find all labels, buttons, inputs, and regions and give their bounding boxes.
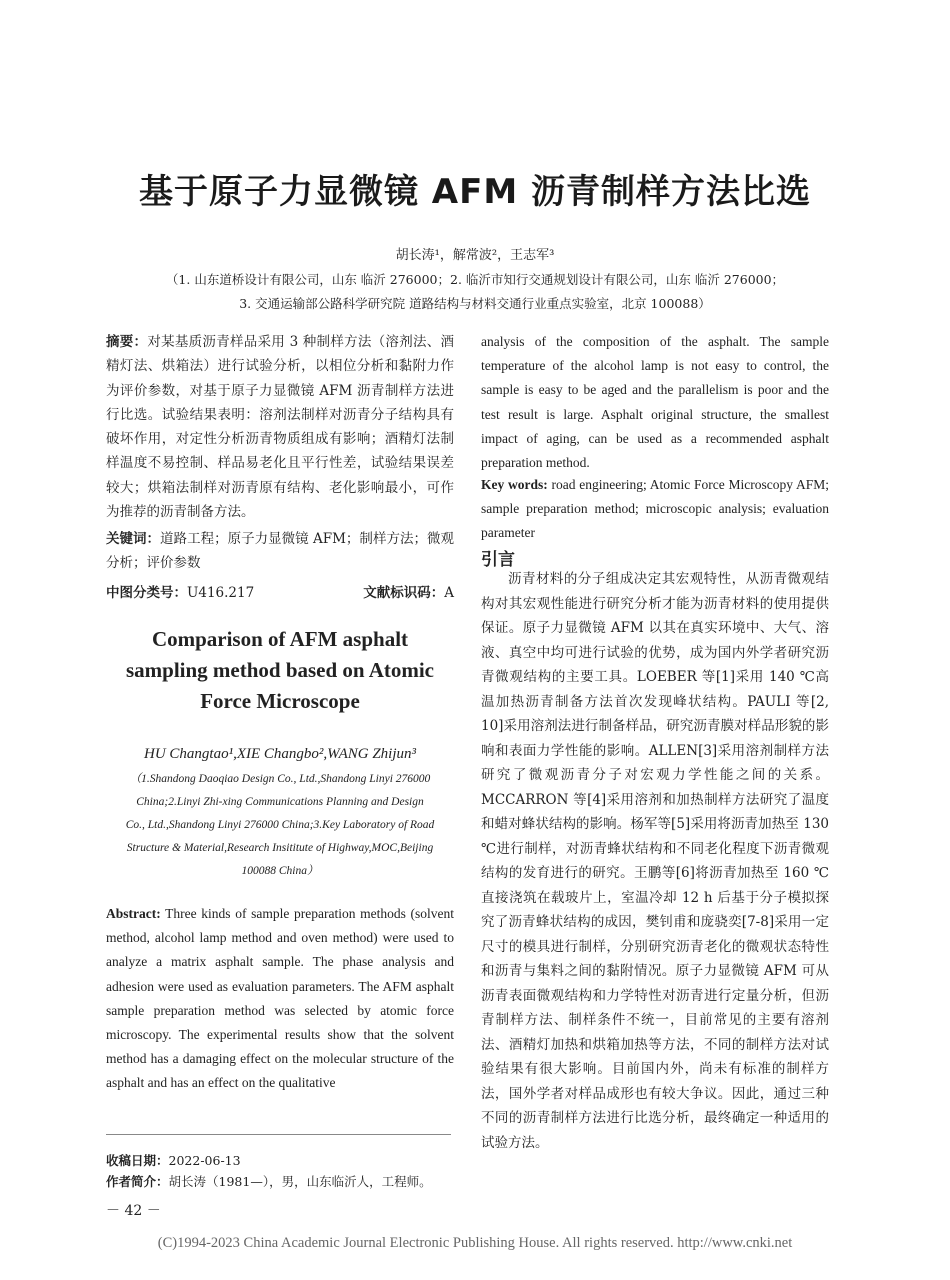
english-title: [106, 624, 454, 717]
english-affiliation-line: China;2.Linyi Zhi-xing Communications Planning and Design: [136, 796, 424, 808]
received-label: 收稿日期：: [106, 1153, 169, 1168]
copyright-notice: (C)1994-2023 China Academic Journal Electronic Publishing House. All rights reserved. http://www.cnki.net: [157, 1235, 793, 1251]
footnote: [106, 1150, 454, 1192]
affiliation-line: 3. 交通运输部公路科学研究院 道路结构与材料交通行业重点实验室，北京 100088）: [239, 296, 711, 311]
keywords-zh-label: 关键词：: [106, 531, 161, 547]
keywords-en-label: Key words:: [481, 477, 548, 492]
bio-label: 作者简介：: [106, 1174, 169, 1189]
classification: [106, 581, 454, 601]
footnote-divider: [106, 1134, 451, 1135]
received-date: [106, 1150, 454, 1171]
english-affiliation-line: Co., Ltd.,Shandong Linyi 276000 China;3.Key Laboratory of Road: [125, 819, 435, 831]
doc-id-label: 文献标识码：: [363, 585, 445, 601]
clc-value: U416.217: [187, 585, 255, 601]
keywords-en-text: road engineering; Atomic Force Microscopy AFM; sample preparation method; microscopic analysis; evaluation parameter: [481, 477, 830, 541]
doc-id: [363, 581, 454, 601]
english-title-line: Comparison of AFM asphalt: [151, 627, 409, 651]
bio-value: 胡长涛（1981—），男，山东临沂人，工程师。: [168, 1174, 432, 1189]
keywords-zh-text: 道路工程；原子力显微镜 AFM；制样方法；微观分析；评价参数: [106, 531, 454, 572]
keywords-zh: [106, 527, 454, 576]
english-affiliation-line: 100088 China）: [241, 865, 319, 877]
english-affiliations: [106, 768, 454, 883]
english-affiliation-line: Structure & Material,Research Insititute of Highway,MOC,Beijing: [126, 842, 434, 854]
keywords-en: [481, 473, 829, 546]
abstract-zh-text: 对某基质沥青样品采用 3 种制样方法（溶剂法、酒精灯法、烘箱法）进行试验分析，以相位分析和黏附力作为评价参数，对基于原子力显微镜 AFM 沥青制样方法进行比选。试验结果表明：溶剂法制样对沥青分子结构具有破坏作用，对定性分析沥青物质组成有影响；酒精灯法制样温度不易控制、样品易老化且平行性差，试验结果误差较大；烘箱法制样对沥青原有结构、老化影响最小，可作为推荐的沥青制备方法。: [106, 334, 455, 521]
abstract-en-right: analysis of the composition of the asphalt. The sample temperature of the alcohol lamp is not easy to control, the sample is easy to be aged and the parallelism is poor and the test result is large. Asphalt original structure, the smallest impact of aging, can be used as a recommended asphalt preparation method.: [481, 334, 829, 471]
abstract-zh-label: 摘要：: [106, 334, 148, 350]
intro-heading: 引言: [481, 550, 515, 570]
doc-id-value: A: [444, 585, 454, 601]
affiliation-line: （1. 山东道桥设计有限公司，山东 临沂 276000；2. 临沂市知行交通规划设计有限公司，山东 临沂 276000；: [165, 272, 785, 287]
english-affiliation-line: （1.Shandong Daoqiao Design Co., Ltd.,Shandong Linyi 276000: [129, 773, 431, 785]
authors: 胡长涛¹，解常波²，王志军³: [395, 248, 555, 263]
english-title-line: Force Microscope: [200, 689, 360, 713]
paper-title: 基于原子力显微镜 AFM 沥青制样方法比选: [138, 172, 812, 212]
affiliations: [100, 268, 850, 316]
english-title-line: sampling method based on Atomic: [125, 658, 435, 682]
abstract-en-text: Three kinds of sample preparation methods (solvent method, alcohol lamp method and oven method) were used to analyze a matrix asphalt sample. The phase analysis and adhesion were used as evaluation parameters. The AFM asphalt sample preparation method was selected by atomic force microscopy. The experimental results show that the solvent method has a damaging effect on the molecular structure of the asphalt and has an effect on the qualitative: [106, 906, 454, 1091]
english-authors: HU Changtao¹,XIE Changbo²,WANG Zhijun³: [143, 746, 417, 762]
page-number: － 42 －: [106, 1203, 161, 1219]
abstract-zh: [106, 330, 454, 524]
author-bio: [106, 1171, 454, 1192]
clc-label: 中图分类号：: [106, 585, 187, 601]
abstract-en-label: Abstract:: [106, 906, 161, 921]
abstract-en-left: [106, 902, 454, 1096]
intro-text: 沥青材料的分子组成决定其宏观特性，从沥青微观结构对其宏观性能进行研究分析才能为沥青材料的使用提供保证。原子力显微镜 AFM 以其在真实环境中、大气、溶液、真空中均可进行试验的优势，成为国内外学者研究沥青微观结构的主要工具。LOEBER 等[1]采用 140 ℃高温加热沥青制备方法首次发现峰状结构。PAULI 等[2, 10]采用溶剂法进行制备样品，研究沥青膜对样品形貌的影响和表面力学性能的影响。ALLEN[3]采用溶剂制样方法研究了微观沥青分子对宏观力学性能之间的关系。MCCARRON 等[4]采用溶剂和加热制样方法研究了温度和蜡对蜂状结构的影响。杨军等[5]采用将沥青加热至 130 ℃进行制样，对沥青蜂状结构和不同老化程度下沥青微观结构的发育进行的研究。王鹏等[6]将沥青加热至 160 ℃直接浇筑在载玻片上，室温冷却 12 h 后基于分子模拟探究了沥青蜂状结构的成因，樊钊甫和庞骁奕[7-8]采用一定尺寸的模具进行制样，分别研究沥青老化的微观状态特性和沥青与集料之间的黏附情况。原子力显微镜 AFM 可从沥青表面微观结构和力学特性对沥青进行定量分析，但沥青制样方法、制样条件不统一，目前常见的主要有溶剂法、酒精灯加热和烘箱加热等方法，不同的制样方法对试验结果有很大影响。目前国内外，尚未有标准的制样方法，国外学者对样品成形也有较大争议。因此，通过三种不同的沥青制样方法进行比选分析，最终确定一种适用的试验方法。: [481, 571, 829, 1151]
received-value: 2022-06-13: [168, 1153, 241, 1168]
